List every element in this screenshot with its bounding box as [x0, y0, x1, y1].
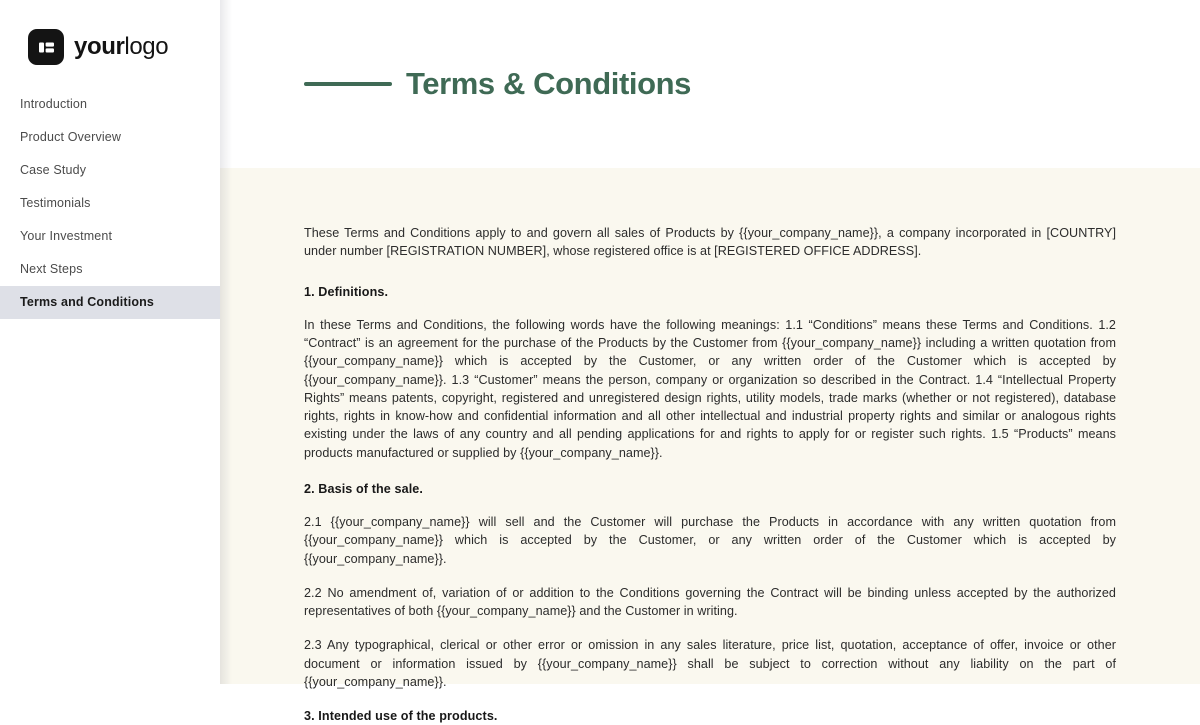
paragraph-definitions: In these Terms and Conditions, the following words have the following meanings: 1.1 “Conditions” means these Terms and Conditions. 1.2 “Contract” is an agreement for the purchase of the Products by the Customer from {{your_company_name}} including a written quotation from {{your_company_name}} which is accepted by the Customer, or any written order of the Customer which is accepted by {{your_company_name}}. 1.3 “Customer” means the person, company or organization so described in the Contract. 1.4 “Intellectual Property Rights” means patents, copyright, registered and unregistered design rights, utility models, trade marks (whether or not registered), database rights, rights in know-how and confidential information and all other intellectual and industrial property rights and similar or analogous rights existing under the laws of any country and all pending applications for and rights to apply for or register such rights. 1.5 “Products” means products manufactured or supplied by {{your_company_name}}.: [304, 317, 1116, 460]
document-body: [220, 168, 1200, 723]
brand-logo-text-light: logo: [124, 33, 169, 60]
title-accent-rule: [304, 82, 392, 86]
page-title: Terms & Conditions: [406, 65, 692, 101]
document-content: [220, 0, 1200, 723]
heading-intended-use: 3. Intended use of the products.: [304, 709, 498, 723]
sidebar-item-case-study[interactable]: Case Study: [20, 163, 87, 177]
brand-logo[interactable]: [0, 0, 220, 70]
brand-logo-text-bold: your: [74, 33, 125, 60]
sidebar-navigation: [0, 0, 220, 684]
sidebar-menu: [0, 88, 220, 319]
paragraph-intro: These Terms and Conditions apply to and govern all sales of Products by {{your_company_name}}, a company incorporated in [COUNTRY] under number [REGISTRATION NUMBER], whose registered office is at [REGISTERED OFFICE ADDRESS].: [304, 226, 1116, 259]
title-row: [304, 67, 691, 101]
sidebar-item-product-overview[interactable]: Product Overview: [20, 130, 122, 144]
paragraph-clause-2-1: 2.1 {{your_company_name}} will sell and the Customer will purchase the Products in accordance with any written quotation from {{your_company_name}} which is accepted by the Customer, or any written order of the Customer which is accepted by {{your_company_name}}.: [304, 515, 1116, 566]
heading-definitions: 1. Definitions.: [304, 284, 389, 299]
sidebar-item-terms-and-conditions[interactable]: Terms and Conditions: [0, 286, 220, 319]
content-header: [220, 0, 1200, 168]
sidebar-item-introduction[interactable]: Introduction: [20, 97, 88, 111]
sidebar-item-your-investment[interactable]: Your Investment: [20, 229, 113, 243]
paragraph-clause-2-2: 2.2 No amendment of, variation of or addition to the Conditions governing the Contract will be binding unless accepted by the authorized representatives of both {{your_company_name}} and the Customer in writing.: [304, 585, 1116, 618]
brand-logo-text: [74, 35, 168, 59]
sidebar-item-next-steps[interactable]: Next Steps: [20, 262, 83, 276]
paragraph-clause-2-3: 2.3 Any typographical, clerical or other error or omission in any sales literature, price list, quotation, acceptance of offer, invoice or other document or information issued by {{your_company_name}} shall be subject to correction without any liability on the part of {{your_company_name}}.: [304, 638, 1116, 689]
sidebar-item-testimonials[interactable]: Testimonials: [20, 196, 91, 210]
heading-basis-of-sale: 2. Basis of the sale.: [304, 481, 423, 496]
layout-panel-icon: [28, 29, 64, 65]
